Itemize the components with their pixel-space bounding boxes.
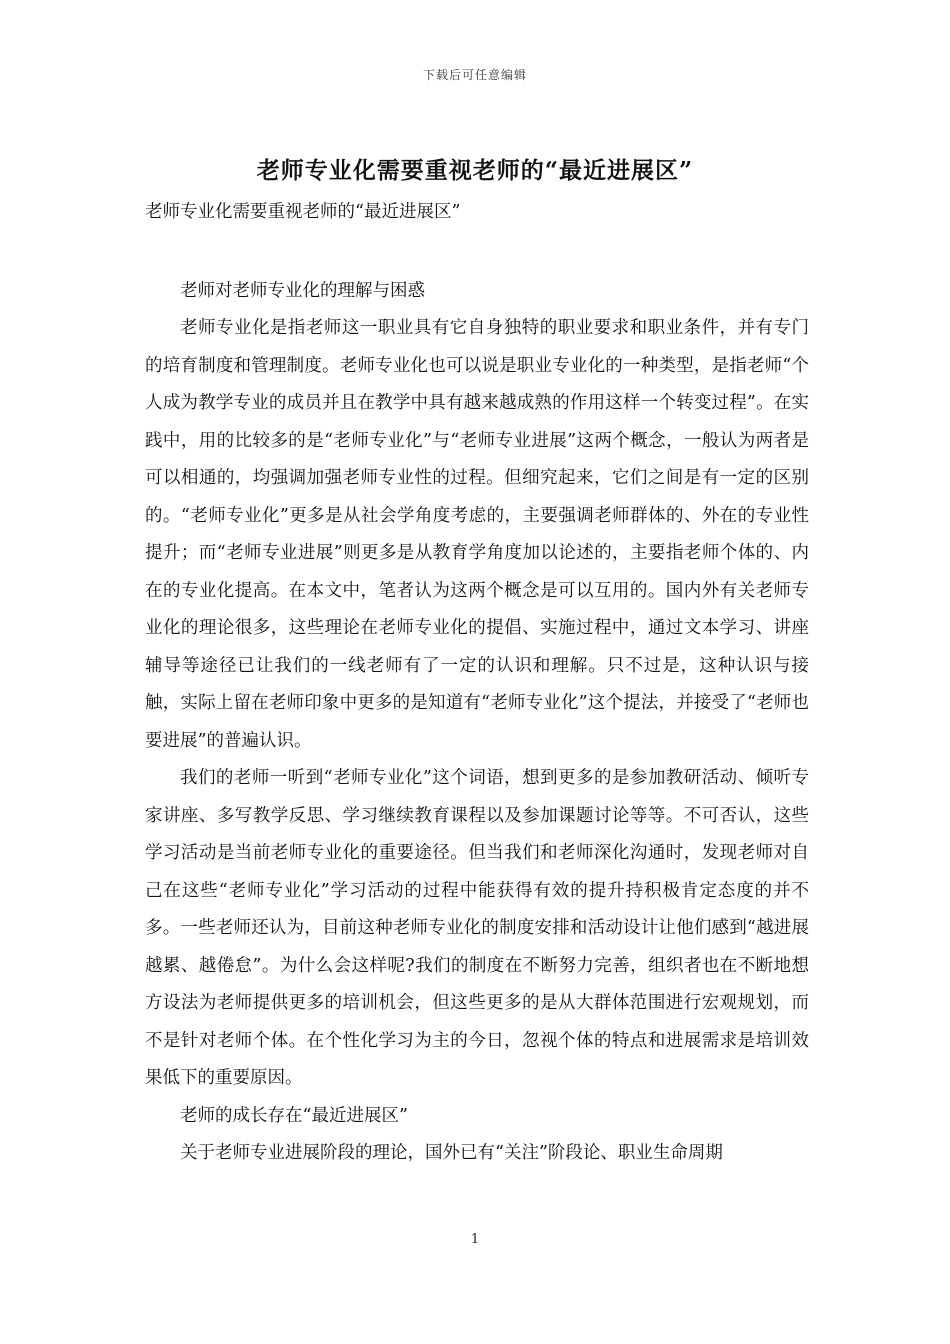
document-subtitle: 老师专业化需要重视老师的“最近进展区” — [145, 202, 461, 222]
section-heading-1: 老师对老师专业化的理解与困惑 — [180, 280, 425, 301]
page-number: 1 — [470, 1232, 480, 1247]
section-heading-2: 老师的成长存在“最近进展区” — [180, 1105, 408, 1126]
header-note: 下载后可任意编辑 — [422, 68, 527, 82]
paragraph-gap — [145, 232, 809, 273]
paragraph-1: 老师专业化是指老师这一职业具有它自身独特的职业要求和职业条件，并有专门的培育制度和管理制度。老师专业化也可以说是职业专业化的一种类型，是指老师“个人成为教学专业的成员并且在教学中具有越来越成熟的作用这样一个转变过程”。在实践中，用的比较多的是“老师专业化”与“老师专业进展”这两个概念，一般认为两者是可以相通的，均强调加强老师专业性的过程。但细究起来，它们之间是有一定的区别的。“老师专业化”更多是从社会学角度考虑的，主要强调老师群体的、外在的专业性提升；而“老师专业进展”则更多是从教育学角度加以论述的，主要指老师个体的、内在的专业化提高。在本文中，笔者认为这两个概念是可以互用的。国内外有关老师专业化的理论很多，这些理论在老师专业化的提倡、实施过程中，通过文本学习、讲座辅导等途径已让我们的一线老师有了一定的认识和理解。只不过是，这种认识与接触，实际上留在老师印象中更多的是知道有“老师专业化”这个提法，并接受了“老师也要进展”的普遍认识。 — [145, 318, 809, 751]
paragraph-3: 关于老师专业进展阶段的理论，国外已有“关注”阶段论、职业生命周期 — [180, 1143, 723, 1163]
document-body — [145, 194, 809, 1173]
page-title: 老师专业化需要重视老师的“最近进展区” — [256, 157, 694, 184]
paragraph-2: 我们的老师一听到“老师专业化”这个词语，想到更多的是参加教研活动、倾听专家讲座、多写教学反思、学习继续教育课程以及参加课题讨论等等。不可否认，这些学习活动是当前老师专业化的重要途径。但当我们和老师深化沟通时，发现老师对自己在这些“老师专业化”学习活动的过程中能获得有效的提升持积极肯定态度的并不多。一些老师还认为，目前这种老师专业化的制度安排和活动设计让他们感到“越进展越累、越倦怠”。为什么会这样呢?我们的制度在不断努力完善，组织者也在不断地想方设法为老师提供更多的培训机会，但这些更多的是从大群体范围进行宏观规划，而不是针对老师个体。在个性化学习为主的今日，忽视个体的特点和进展需求是培训效果低下的重要原因。 — [145, 768, 809, 1088]
